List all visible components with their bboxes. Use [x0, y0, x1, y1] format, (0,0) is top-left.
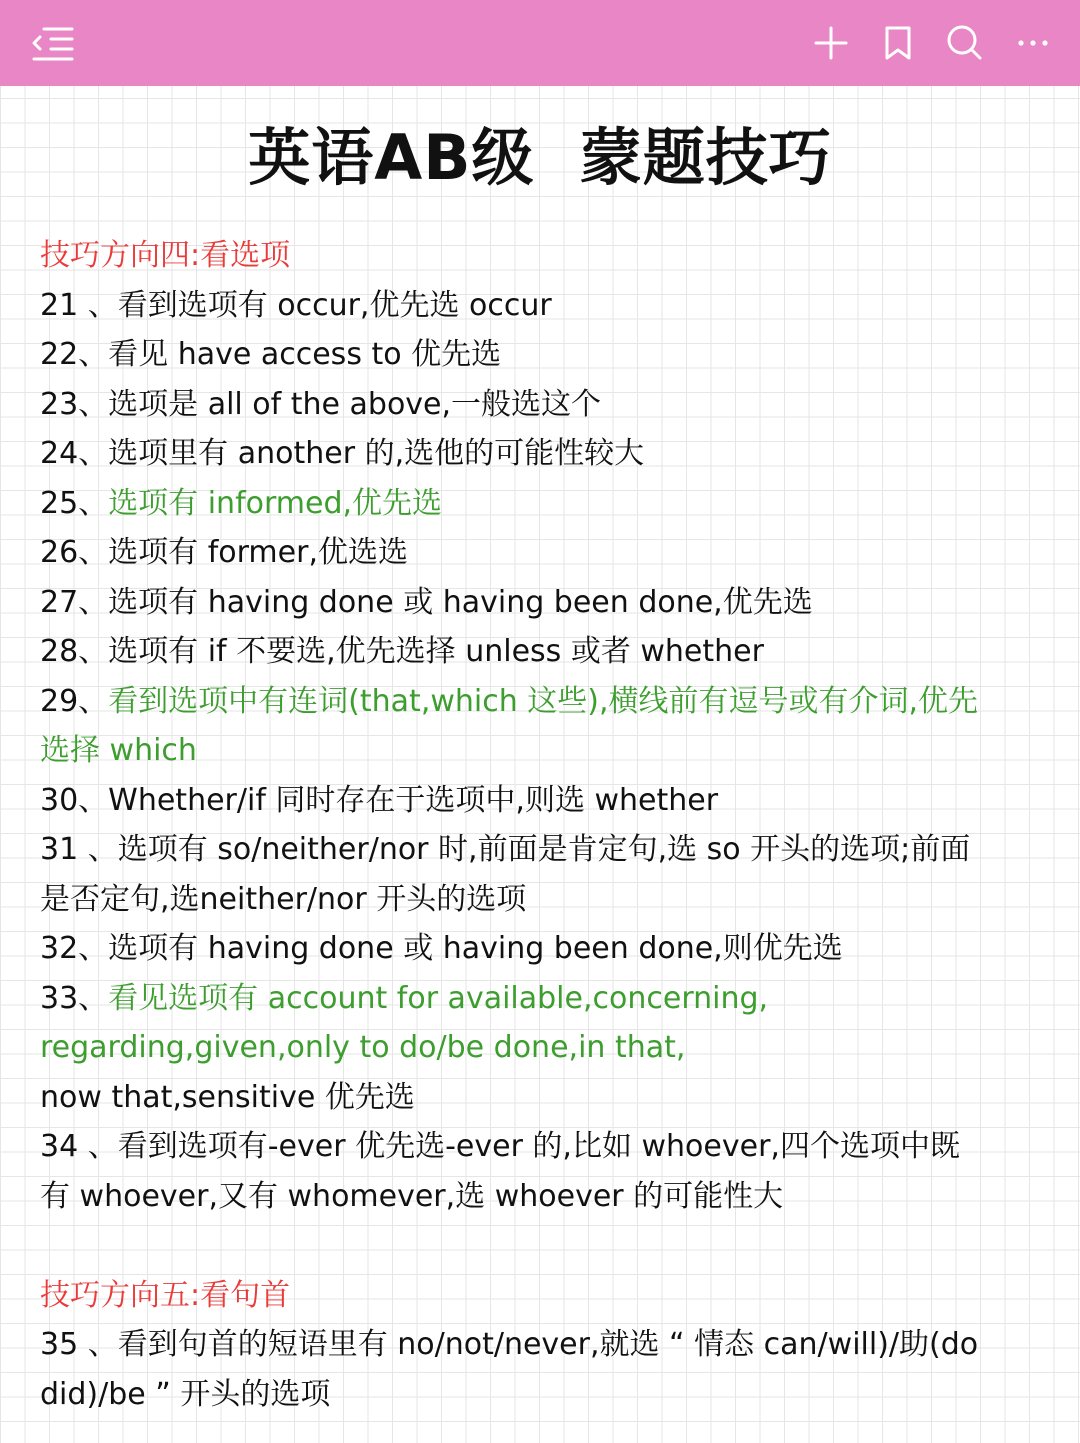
tip-33-cont: regarding,given,only to do/be done,in that,: [40, 1030, 686, 1065]
tip-highlight: 看见选项有 account for available,concerning,: [108, 980, 769, 1016]
tip-32: 32、选项有 having done 或 having been done,则优先选: [40, 931, 843, 966]
tip-26: 26、选项有 former,优选选: [40, 535, 408, 570]
tip-29-cont: 选择 which: [40, 733, 197, 768]
tip-35-cont: did)/be ” 开头的选项: [40, 1376, 331, 1412]
tip-34: 34 、看到选项有-ever 优先选-ever 的,比如 whoever,四个选项中既: [40, 1129, 960, 1164]
tip-30: 30、Whether/if 同时存在于选项中,则选 whether: [40, 782, 719, 818]
tip-31: 31 、选项有 so/neither/nor 时,前面是肯定句,选 so 开头的选项;前面: [40, 832, 971, 867]
tip-25: [40, 479, 1042, 529]
section-heading: 技巧方向五:看句首: [40, 1277, 291, 1313]
tip-highlight: 看到选项中有连词(that,which 这些),横线前有逗号或有介词,优先: [108, 683, 979, 719]
plus-icon[interactable]: [808, 20, 854, 66]
tip-21: 21 、看到选项有 occur,优先选 occur: [40, 287, 552, 323]
tip-24: 24、选项里有 another 的,选他的可能性较大: [40, 436, 645, 471]
tip-34-cont: 有 whoever,又有 whomever,选 whoever 的可能性大: [40, 1178, 784, 1214]
section-heading: 技巧方向四:看选项: [40, 238, 291, 273]
bookmark-icon[interactable]: [875, 20, 921, 66]
list-indent-icon[interactable]: [30, 20, 76, 66]
tip-number: 29、: [40, 683, 109, 719]
search-icon[interactable]: [942, 20, 988, 66]
tip-23: 23、选项是 all of the above,一般选这个: [40, 386, 602, 422]
tip-31-cont: 是否定句,选neither/nor 开头的选项: [40, 881, 527, 917]
tip-33: [40, 974, 1042, 1024]
spacer: [40, 1221, 1042, 1271]
page-title: 英语AB级 蒙题技巧: [248, 121, 832, 194]
tip-29: [40, 677, 1042, 727]
tip-number: 33、: [40, 980, 109, 1016]
tip-35: 35 、看到句首的短语里有 no/not/never,就选 “ 情态 can/will)/助(do: [40, 1327, 979, 1362]
tip-33-end: now that,sensitive 优先选: [40, 1079, 415, 1115]
tip-number: 25、: [40, 485, 109, 521]
top-toolbar: [0, 0, 1080, 86]
more-icon[interactable]: [1010, 20, 1056, 66]
tip-27: 27、选项有 having done 或 having been done,优先选: [40, 584, 813, 620]
note-content: [40, 231, 1042, 1419]
tip-22: 22、看见 have access to 优先选: [40, 337, 502, 372]
tip-28: 28、选项有 if 不要选,优先选择 unless 或者 whether: [40, 634, 764, 669]
tip-highlight: 选项有 informed,优先选: [108, 485, 443, 521]
